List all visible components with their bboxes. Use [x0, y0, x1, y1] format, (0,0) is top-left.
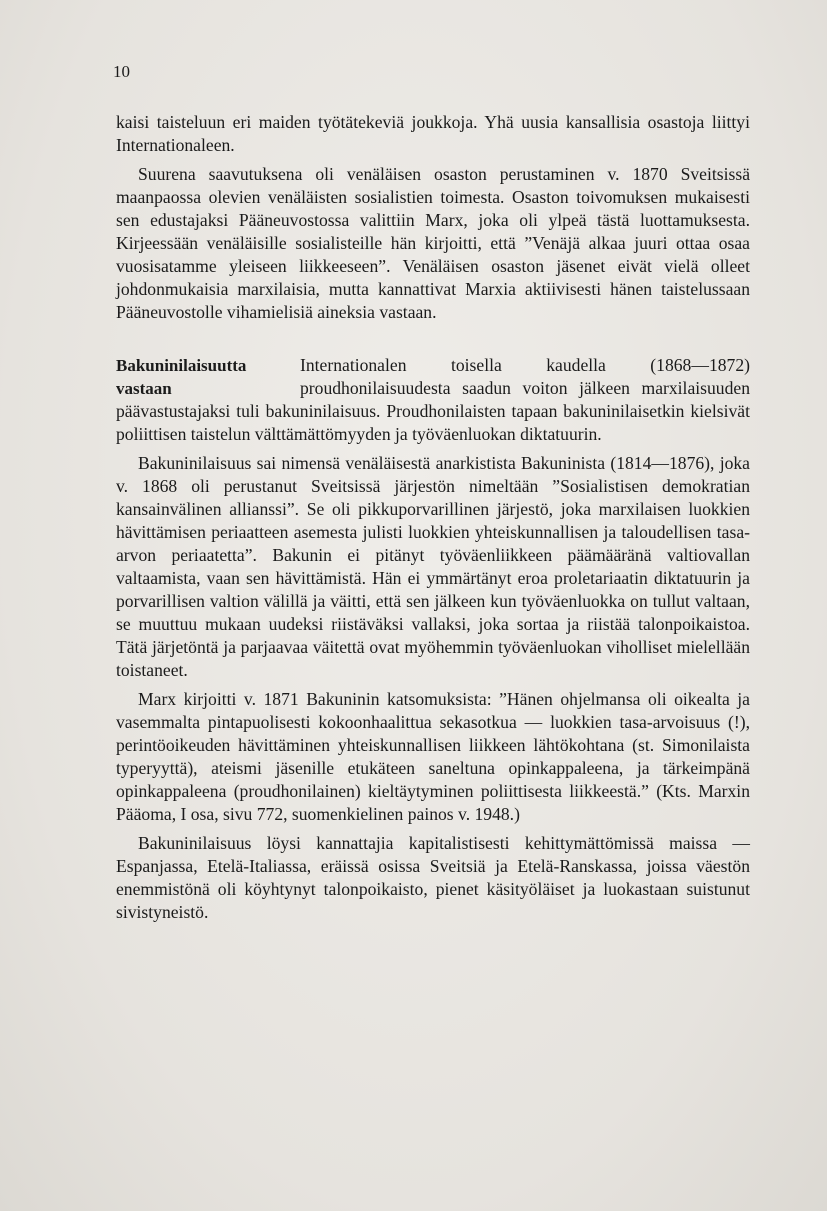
side-heading-line: Bakuninilaisuutta: [116, 356, 247, 375]
body-text: [116, 111, 750, 930]
page-number: 10: [113, 62, 130, 81]
section-bakuninism: [116, 354, 750, 924]
paragraph: Bakuninilaisuus sai nimensä venäläisestä anarkistista Bakuninista (1814—1876), joka v. 1868 oli perustanut Sveitsissä järjestön nimeltään ”Sosialistisen demokratian kansainvälinen allianssi”. Se oli pikkuporvarillinen järjestö, joka marxilaisen luokkien hävittämisen periaatteen asemesta julisti luokkien yhteiskunnallisen ja taloudellisen tasa-arvon periaatetta”. Bakunin ei pitänyt työväenliikkeen päämääränä valtiovallan valtaamista, vaan sen hävittämistä. Hän ei ymmärtänyt eroa proletariaatin diktatuurin ja porvarillisen valtion välillä ja väitti, että sen jälkeen kun työväenluokka on tullut valtaan, se muuttuu mukaan uudeksi riistäväksi vallaksi, joka sortaa ja riistää talonpoikaistoa. Tätä järjetöntä ja parjaavaa väitettä ovat myöhemmin työväenluokan viholliset mielellään toistaneet.: [116, 453, 750, 680]
paragraph: kaisi taisteluun eri maiden työtätekeviä joukkoja. Yhä uusia kansallisia osastoja liittyi Internationaleen.: [116, 112, 750, 155]
side-heading: [116, 354, 296, 400]
paragraph: Internationalen toisella kaudella (1868—1872) proudhonilaisuudesta saadun voiton jälkeen marxilaisuuden päävastustajaksi tuli bakuninilaisuus. Proudhonilaisten tapaan bakuninilaisetkin kielsivät poliittisen taistelun välttämättömyyden ja työväenluokan diktatuurin.: [116, 355, 750, 444]
side-heading-line: vastaan: [116, 379, 172, 398]
paragraph: Bakuninilaisuus löysi kannattajia kapitalistisesti kehittymättömissä maissa — Espanjassa, Etelä-Italiassa, eräissä osissa Sveitsiä ja Etelä-Ranskassa, joissa väestön enemmistönä oli köyhtynyt talonpoikaisto, pienet käsityöläiset ja luokastaan suistunut sivistyneistö.: [116, 833, 750, 922]
paragraph: Suurena saavutuksena oli venäläisen osaston perustaminen v. 1870 Sveitsissä maanpaossa olevien venäläisten sosialistien toimesta. Osaston toivomuksen mukaisesti sen edustajaksi Pääneuvostossa valittiin Marx, joka oli ylpeä tästä luottamuksesta. Kirjeessään venäläisille sosialisteille hän kirjoitti, että ”Venäjä alkaa juuri ottaa osaa vuosisatamme yleiseen liikkeeseen”. Venäläisen osaston jäsenet eivät vielä olleet johdonmukaisia marxilaisia, mutta kannattivat Marxia aktiivisesti hänen taistelussaan Pääneuvostolle vihamielisiä aineksia vastaan.: [116, 164, 750, 322]
paragraph: Marx kirjoitti v. 1871 Bakuninin katsomuksista: ”Hänen ohjelmansa oli oikealta ja vasemmalta pintapuolisesti kokoonhaalittua sekasotkua — luokkien tasa-arvoisuus (!), perintöoikeuden hävittäminen yhteiskunnallisen liikkeen lähtökohtana (st. Simonilaista typeryyttä), ateismi jäsenille etukäteen saneltuna opinkappaleena, ja tärkeimpänä opinkappaleena (proudhonilainen) kieltäytyminen poliittisesta liikkeestä.” (Kts. Marxin Pääoma, I osa, sivu 772, suomenkielinen painos v. 1948.): [116, 689, 750, 824]
